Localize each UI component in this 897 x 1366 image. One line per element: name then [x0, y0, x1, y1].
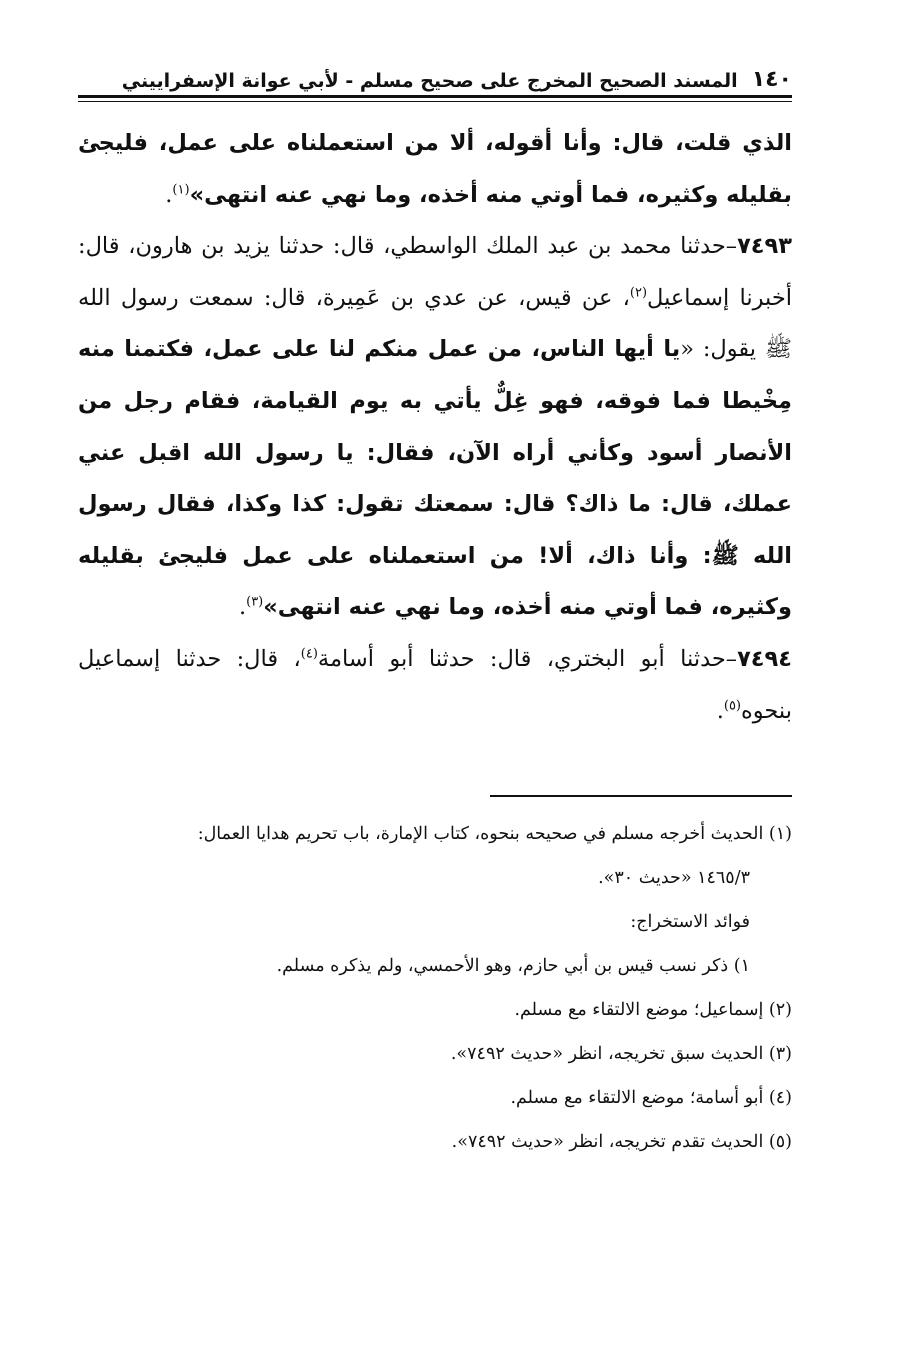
footnote-1: (١) الحديث أخرجه مسلم في صحيحه بنحوه، كتاب الإمارة، باب تحريم هدايا العمال: — [197, 824, 792, 844]
punctuation: . — [238, 594, 247, 621]
footnote-1-reference: ١٤٦٥/٣ «حديث ٣٠». — [598, 868, 750, 888]
punctuation: . — [716, 697, 724, 724]
footnote-4: (٤) أبو أسامة؛ موضع الالتقاء مع مسلم. — [510, 1088, 792, 1108]
isnad-text: –حدثنا أبو البختري، قال: حدثنا أبو أسامة — [317, 645, 738, 672]
isnad-text: –حدثنا محمد بن عبد الملك الواسطي، قال: حدثنا يزيد بن هارون، قال: أخبرنا إسماعيل — [78, 233, 792, 311]
header-rule-thin — [78, 101, 792, 102]
main-text — [78, 118, 792, 737]
footnote-1-benefits-title: فوائد الاستخراج: — [630, 912, 750, 932]
footnote-3: (٣) الحديث سبق تخريجه، انظر «حديث ٧٤٩٢». — [450, 1044, 792, 1064]
page-number: ١٤٠ — [751, 67, 792, 92]
punctuation: . — [165, 181, 173, 208]
isnad-text: ، قال: حدثنا إسماعيل بنحوه — [78, 645, 792, 724]
hadith-text: الذي قلت، قال: وأنا أقوله، ألا من استعملناه على عمل، فليجئ بقليله وكثيره، فما أوتي منه أخذه، وما نهي عنه انتهى» — [78, 130, 792, 208]
footnote-ref: (٣) — [246, 594, 264, 610]
footnote-ref: (٥) — [723, 698, 741, 714]
hadith-number: ٧٤٩٣ — [737, 233, 792, 260]
header-title: المسند الصحيح المخرج على صحيح مسلم - لأبي عوانة الإسفراييني — [121, 70, 738, 92]
hadith-text: يا أيها الناس، من عمل منكم لنا على عمل، فكتمنا منه مِخْيطا فما فوقه، فهو غِلٌّ يأتي به يوم القيامة، فقام رجل من الأنصار أسود وكأني أراه الآن، فقال: يا رسول الله اقبل عني عملك، قال: ما ذاك؟ قال: سمعتك تقول: كذا وكذا، فقال رسول الله ﷺ: وأنا ذاك، ألا! من استعملناه على عمل فليجئ بقليله وكثيره، فما أوتي منه أخذه، وما نهي عنه انتهى» — [78, 336, 792, 621]
hadith-7494 — [78, 634, 792, 737]
running-header — [78, 62, 792, 92]
footnote-separator — [490, 795, 792, 797]
isnad-text: ، عن قيس، عن عدي بن عَمِيرة، قال: سمعت رسول الله ﷺ يقول: « — [78, 284, 793, 363]
hadith-number: ٧٤٩٤ — [737, 645, 792, 672]
footnote-ref: (٤) — [300, 646, 318, 662]
paragraph-continuation — [78, 118, 792, 221]
footnote-ref: (٢) — [629, 285, 648, 301]
footnotes — [78, 812, 792, 1164]
header-rule — [78, 95, 792, 98]
footnote-1-benefit: ١) ذكر نسب قيس بن أبي حازم، وهو الأحمسي، ولم يذكره مسلم. — [276, 956, 750, 976]
footnote-ref: (١) — [172, 182, 190, 198]
hadith-7493 — [78, 221, 792, 634]
footnote-2: (٢) إسماعيل؛ موضع الالتقاء مع مسلم. — [514, 1000, 792, 1020]
footnote-5: (٥) الحديث تقدم تخريجه، انظر «حديث ٧٤٩٢». — [451, 1132, 792, 1152]
